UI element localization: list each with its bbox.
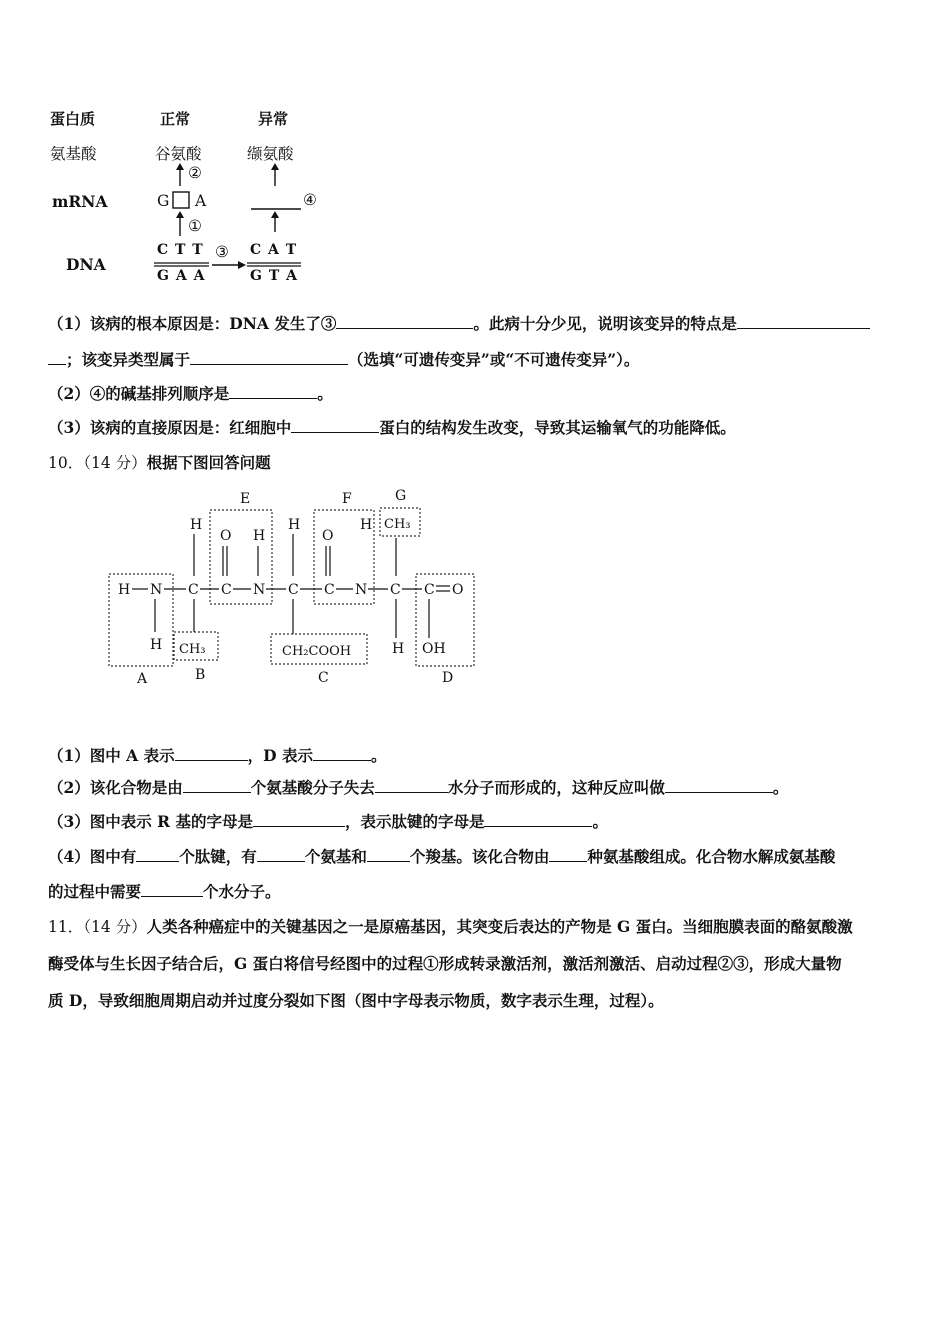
q11-line3 xyxy=(48,989,664,1011)
q10-title xyxy=(48,451,271,473)
q10-part1 xyxy=(48,744,386,766)
q10-p3-text-a: （3）图中表示 R 基的字母是 xyxy=(48,812,253,831)
atom-N-2: N xyxy=(253,582,266,598)
atom-H-N-2: H xyxy=(253,528,266,544)
q10-p4-text-a: （4）图中有 xyxy=(48,847,137,866)
q9-p2-text-b: 。 xyxy=(317,384,333,403)
q11-line2 xyxy=(48,952,842,974)
sidechain-CH3-1: CH₃ xyxy=(179,642,206,657)
q9-p1-text-b: 。此病十分少见，说明该变异的特点是 xyxy=(473,314,737,333)
q10-p4-text-b: 个肽键，有 xyxy=(179,847,257,866)
q9-part1-line1 xyxy=(48,312,870,334)
q10-score: （14 分） xyxy=(83,454,147,472)
q9-part1-line2 xyxy=(48,348,639,370)
q10-p4-text-f: 的过程中需要 xyxy=(48,882,142,901)
label-C: C xyxy=(318,670,329,686)
q11-text-line3: 质 D，导致细胞周期启动并过度分裂如下图（图中字母表示物质，数字表示生理，过程）。 xyxy=(48,991,664,1010)
q9-part2 xyxy=(48,382,333,404)
q10-p4-text-d: 个羧基。该化合物由 xyxy=(409,847,550,866)
q10-p2-text-a: （2）该化合物是由 xyxy=(48,778,183,797)
row-label-mrna: mRNA xyxy=(52,192,108,211)
q9-blank-1[interactable] xyxy=(336,314,473,329)
q10-blank-5[interactable] xyxy=(665,778,773,793)
atom-C-alpha-3: C xyxy=(390,582,401,598)
q9-part3 xyxy=(48,416,736,438)
q9-p3-text-b: 蛋白的结构发生改变，导致其运输氧气的功能降低。 xyxy=(379,418,736,437)
atom-H-N-3: H xyxy=(360,517,373,533)
atom-C-carbonyl-2: C xyxy=(324,582,335,598)
mrna-blank-box xyxy=(173,192,189,208)
atom-C-carbonyl-1: C xyxy=(221,582,232,598)
figure-tripeptide xyxy=(100,482,500,692)
q10-blank-9[interactable] xyxy=(257,847,305,862)
q10-blank-10[interactable] xyxy=(367,847,410,862)
q10-p4-text-c: 个氨基和 xyxy=(304,847,367,866)
q10-blank-7[interactable] xyxy=(484,812,592,827)
q11-text-line1: 人类各种癌症中的关键基因之一是原癌基因，其突变后表达的产物是 G 蛋白。当细胞膜表面的酪氨酸激 xyxy=(146,917,853,936)
q10-blank-3[interactable] xyxy=(183,778,251,793)
atom-H-alpha-2: H xyxy=(288,517,301,533)
q10-p3-text-c: 。 xyxy=(592,812,608,831)
q11-text-line2: 酶受体与生长因子结合后，G 蛋白将信号经图中的过程①形成转录激活剂，激活剂激活、启动过程②③，形成大量物 xyxy=(48,954,842,973)
q10-p1-text-c: 。 xyxy=(370,746,387,765)
atom-H-alpha-1: H xyxy=(190,517,203,533)
mark-3: ③ xyxy=(215,243,229,261)
sidechain-CH3-2: CH₃ xyxy=(384,517,411,532)
q10-p1-text-a: （1）图中 A 表示 xyxy=(48,746,175,765)
label-G: G xyxy=(395,488,407,504)
q10-p1-text-b: ，D 表示 xyxy=(247,746,313,765)
q10-number: 10． xyxy=(48,454,84,472)
atom-H-alpha-3: H xyxy=(392,641,405,657)
q10-blank-2[interactable] xyxy=(313,746,371,761)
q9-blank-2-cont[interactable] xyxy=(48,350,66,365)
q10-title-text: 根据下图回答问题 xyxy=(146,453,271,472)
atom-H-amino-bottom: H xyxy=(150,637,163,653)
atom-O-1: O xyxy=(220,528,232,544)
q10-p3-text-b: ，表示肽键的字母是 xyxy=(344,812,485,831)
q10-p4-text-g: 个水分子。 xyxy=(203,882,281,901)
dna-abnormal-top: C A T xyxy=(250,242,298,258)
q10-p2-text-c: 水分子而形成的，这种反应叫做 xyxy=(447,778,665,797)
q11-number: 11． xyxy=(48,918,84,936)
header-abnormal: 异常 xyxy=(258,110,289,128)
atom-H-amino-left: H xyxy=(118,582,131,598)
q9-p1-text-d: （选填“可遗传变异”或“不可遗传变异”）。 xyxy=(348,350,640,369)
q10-blank-11[interactable] xyxy=(549,847,587,862)
q9-blank-3[interactable] xyxy=(190,350,348,365)
q10-part3 xyxy=(48,810,608,832)
label-D: D xyxy=(442,670,454,686)
q10-p4-text-e: 种氨基酸组成。化合物水解成氨基酸 xyxy=(587,847,836,866)
atom-N-3: N xyxy=(355,582,368,598)
row-label-amino-acid: 氨基酸 xyxy=(50,145,97,163)
q11-score: （14 分） xyxy=(83,918,147,936)
q10-blank-4[interactable] xyxy=(375,778,448,793)
label-B: B xyxy=(195,667,206,683)
atom-C-alpha-2: C xyxy=(288,582,299,598)
q10-blank-8[interactable] xyxy=(136,847,179,862)
header-normal: 正常 xyxy=(160,110,191,128)
row-label-dna: DNA xyxy=(66,255,106,274)
q9-p1-text-a: （1）该病的根本原因是：DNA 发生了③ xyxy=(48,314,337,333)
q9-p1-text-c: ；该变异类型属于 xyxy=(66,350,191,369)
atom-O-carboxyl: O xyxy=(452,582,464,598)
atom-OH-carboxyl: OH xyxy=(422,641,446,657)
label-E: E xyxy=(240,491,251,507)
normal-amino-acid: 谷氨酸 xyxy=(155,145,202,163)
q9-blank-4[interactable] xyxy=(229,384,317,399)
q10-part4-line1 xyxy=(48,845,835,867)
q9-p3-text-a: （3）该病的直接原因是：红细胞中 xyxy=(48,418,292,437)
sidechain-CH2COOH: CH₂COOH xyxy=(282,644,352,659)
mrna-left-base: G xyxy=(157,192,170,210)
q10-blank-1[interactable] xyxy=(175,746,248,761)
q10-p2-text-d: 。 xyxy=(772,778,789,797)
label-A: A xyxy=(137,671,148,687)
atom-O-2: O xyxy=(322,528,334,544)
mark-1: ① xyxy=(188,217,202,235)
header-protein: 蛋白质 xyxy=(50,110,96,128)
abnormal-amino-acid: 缬氨酸 xyxy=(247,145,294,163)
mark-4: ④ xyxy=(303,191,317,209)
q11-line1 xyxy=(48,915,853,937)
label-F: F xyxy=(342,491,352,507)
atom-N-1: N xyxy=(150,582,163,598)
q9-blank-5[interactable] xyxy=(291,418,379,433)
dna-normal-top: C T T xyxy=(157,242,204,258)
dna-abnormal-bottom: G T A xyxy=(250,268,298,284)
q9-blank-2[interactable] xyxy=(737,314,870,329)
q10-blank-6[interactable] xyxy=(253,812,345,827)
atom-C-carboxyl: C xyxy=(424,582,435,598)
q10-part4-line2 xyxy=(48,880,281,902)
dna-normal-bottom: G A A xyxy=(157,268,206,284)
q10-blank-12[interactable] xyxy=(141,882,203,897)
q10-p2-text-b: 个氨基酸分子失去 xyxy=(250,778,375,797)
q9-p2-text-a: （2）④的碱基排列顺序是 xyxy=(48,384,230,403)
mark-2: ② xyxy=(188,164,202,182)
q10-part2 xyxy=(48,776,788,798)
mrna-right-base: A xyxy=(195,192,207,210)
atom-C-alpha-1: C xyxy=(188,582,199,598)
